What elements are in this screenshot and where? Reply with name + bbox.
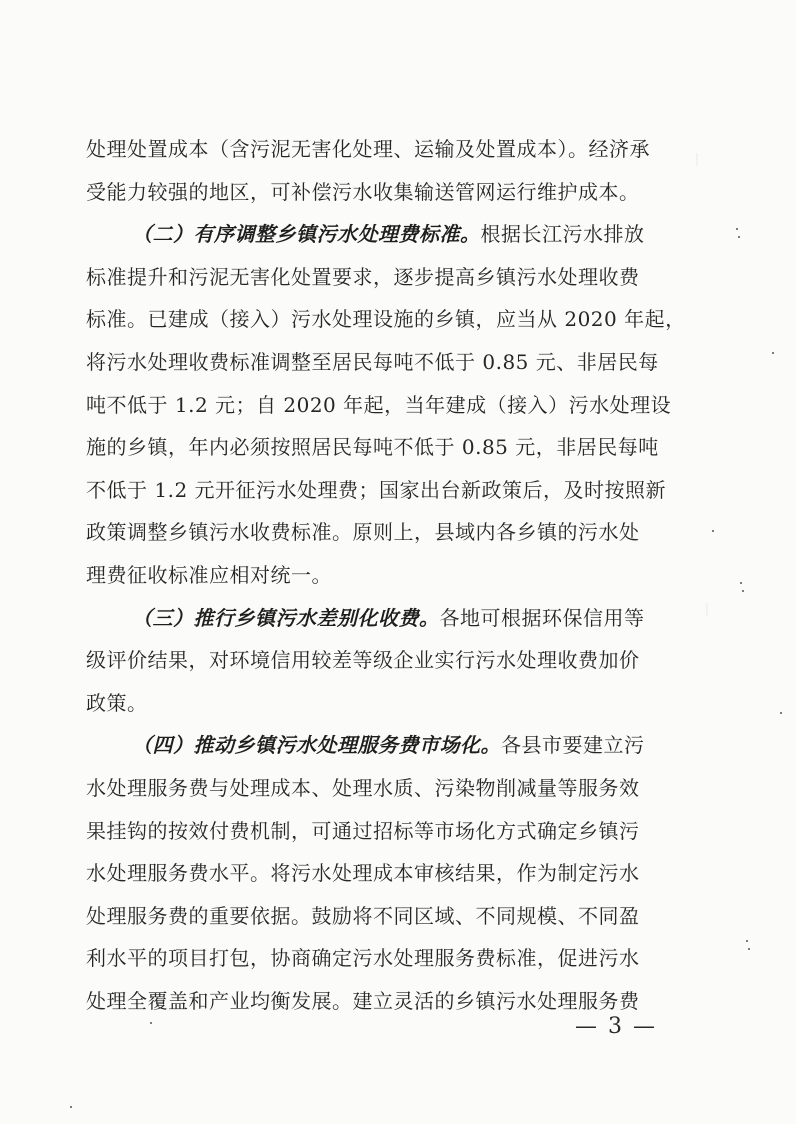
scan-speck: [746, 940, 748, 942]
text-line: 水处理服务费与处理成本、处理水质、污染物削减量等服务效: [86, 775, 640, 800]
scan-speck: [742, 590, 744, 592]
scan-speck: [712, 530, 714, 532]
text-line: 处理全覆盖和产业均衡发展。建立灵活的乡镇污水处理服务费: [86, 988, 640, 1013]
bleed-through-mark: 丨: [700, 603, 714, 619]
scan-speck: [780, 712, 782, 714]
scan-speck: [748, 948, 750, 950]
scan-speck: [70, 1106, 72, 1108]
scan-speck: [772, 352, 774, 354]
section-3-line: [86, 597, 676, 640]
text-run: 根据长江污水排放: [480, 222, 645, 247]
scan-speck: [736, 228, 738, 230]
text-line: 受能力较强的地区，可补偿污水收集输送管网运行维护成本。: [86, 179, 640, 204]
text-line: 理费征收标准应相对统一。: [86, 562, 332, 587]
section-heading: （四）推动乡镇污水处理服务费市场化。: [132, 733, 501, 758]
text-line: 果挂钩的按效付费机制，可通过招标等市场化方式确定乡镇污: [86, 818, 640, 843]
text-line: 施的乡镇，年内必须按照居民每吨不低于 0.85 元，非居民每吨: [86, 435, 659, 460]
text-line: 政策调整乡镇污水收费标准。原则上，县域内各乡镇的污水处: [86, 520, 640, 545]
text-line: 不低于 1.2 元开征污水处理费；国家出台新政策后，及时按照新: [86, 477, 667, 502]
scan-speck: [738, 236, 740, 238]
section-heading: （二）有序调整乡镇污水处理费标准。: [132, 222, 481, 247]
section-4-line: [86, 724, 676, 767]
bleed-through-mark: 丨: [690, 153, 704, 169]
text-run: 各县市要建立污: [501, 733, 645, 758]
text-line: 处理处置成本（含污泥无害化处理、运输及处置成本）。经济承: [86, 137, 650, 161]
text-line: 标准。已建成（接入）污水处理设施的乡镇，应当从 2020 年起，: [86, 307, 686, 332]
text-line: 处理服务费的重要依据。鼓励将不同区域、不同规模、不同盈: [86, 903, 640, 928]
text-line: 水处理服务费水平。将污水处理成本审核结果，作为制定污水: [86, 861, 640, 886]
scan-speck: [740, 582, 742, 584]
page-number: — 3 —: [575, 1014, 657, 1039]
section-2-line: [86, 213, 676, 256]
text-run: 各地可根据环保信用等: [439, 605, 645, 630]
text-line: 政策。: [86, 690, 148, 715]
text-line: 吨不低于 1.2 元；自 2020 年起，当年建成（接入）污水处理设: [86, 392, 672, 417]
text-line: 级评价结果，对环境信用较差等级企业实行污水处理收费加价: [86, 648, 640, 673]
text-line: 利水平的项目打包，协商确定污水处理服务费标准，促进污水: [86, 946, 640, 971]
section-heading: （三）推行乡镇污水差别化收费。: [132, 605, 440, 630]
body-text: [86, 128, 686, 1022]
text-line: 标准提升和污泥无害化处置要求，逐步提高乡镇污水处理收费: [86, 264, 640, 289]
text-line: 将污水处理收费标准调整至居民每吨不低于 0.85 元、非居民每: [86, 349, 659, 374]
